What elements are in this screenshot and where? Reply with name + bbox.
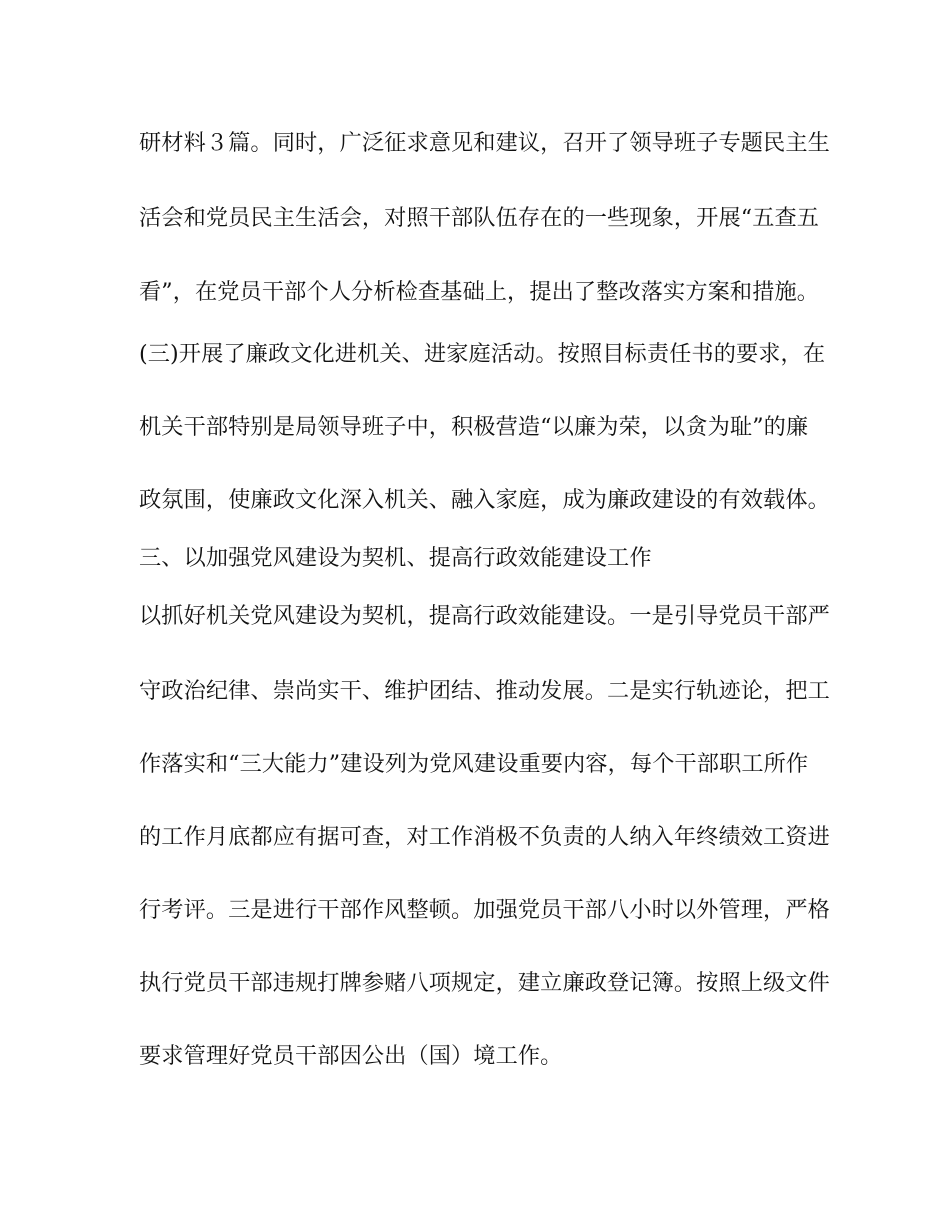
section-heading: 三、以加强党风建设为契机、提高行政效能建设工作 bbox=[139, 545, 652, 571]
text-line-13: 执行党员干部违规打牌参赌八项规定，建立廉政登记簿。按照上级文件 bbox=[139, 970, 830, 996]
text-line-1: 研材料３篇。同时，广泛征求意见和建议，召开了领导班子专题民主生 bbox=[139, 130, 830, 156]
text-line-6: 政氛围，使廉政文化深入机关、融入家庭，成为廉政建设的有效载体。 bbox=[139, 487, 830, 513]
text-line-9: 守政治纪律、崇尚实干、维护团结、推动发展。二是实行轨迹论，把工 bbox=[139, 678, 830, 704]
text-line-2: 活会和党员民主生活会，对照干部队伍存在的一些现象，开展“五查五 bbox=[139, 205, 820, 231]
text-line-8: 以抓好机关党风建设为契机，提高行政效能建设。一是引导党员干部严 bbox=[139, 603, 830, 629]
text-line-11: 的工作月底都应有据可查，对工作消极不负责的人纳入年终绩效工资进 bbox=[139, 824, 830, 850]
text-line-4: (三)开展了廉政文化进机关、进家庭活动。按照目标责任书的要求，在 bbox=[139, 341, 826, 367]
text-line-14: 要求管理好党员干部因公出（国）境工作。 bbox=[139, 1043, 563, 1069]
text-line-10: 作落实和“三大能力”建设列为党风建设重要内容，每个干部职工所作 bbox=[139, 751, 809, 777]
text-line-12: 行考评。三是进行干部作风整顿。加强党员干部八小时以外管理，严格 bbox=[139, 897, 830, 923]
text-line-5: 机关干部特别是局领导班子中，积极营造“以廉为荣，以贪为耻”的廉 bbox=[139, 414, 809, 440]
text-line-3: 看”，在党员干部个人分析检查基础上，提出了整改落实方案和措施。 bbox=[139, 279, 820, 305]
